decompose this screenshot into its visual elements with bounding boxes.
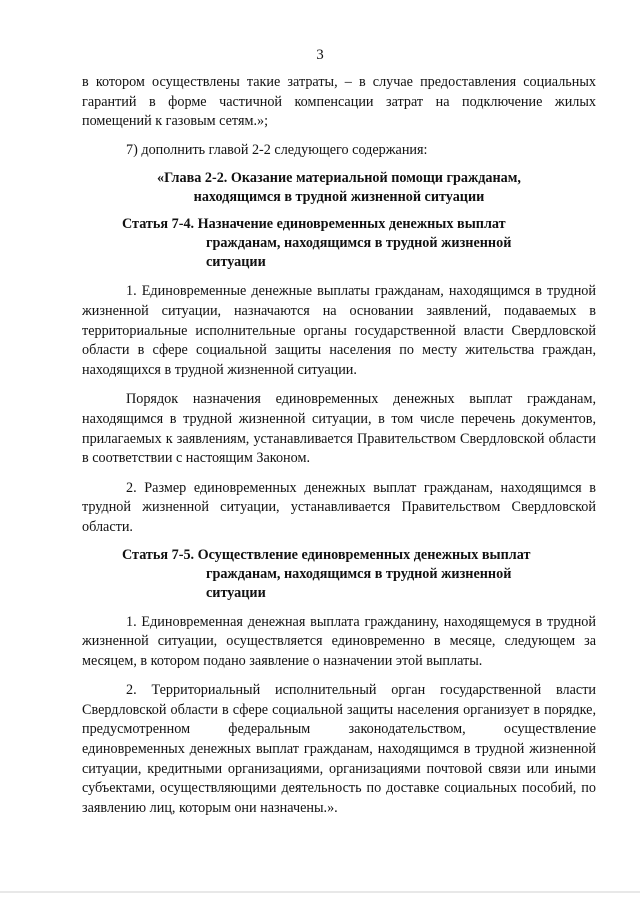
article-7-5-paragraph-1: 1. Единовременная денежная выплата гражданину, находящемуся в трудной жизненной ситуации, осуществляется единовременно в месяце, следующем за месяцем, в котором подано заявление о назначении этой выплаты. xyxy=(82,613,596,669)
article-7-5-paragraph-2: 2. Территориальный исполнительный орган государственной власти Свердловской области в сфере социальной защиты населения организует в порядке, предусмотренном федеральным законодательством, осуществление единовременных денежных выплат гражданам, находящимся в трудной жизненной ситуации, кредитными организациями, организациями почтовой связи или иными субъектами, осуществляющими деятельность по доставке социальных пособий, по заявлению лиц, которым они назначены.». xyxy=(82,682,596,816)
article-7-4-paragraph-3: 2. Размер единовременных денежных выплат гражданам, находящимся в трудной жизненной ситуации, устанавливается Правительством Свердловской области. xyxy=(82,479,596,535)
page-number: 3 xyxy=(316,47,324,63)
article-7-4-heading-line-1: Статья 7-4. Назначение единовременных денежных выплат xyxy=(122,216,506,233)
article-7-4-heading-line-3: ситуации xyxy=(206,254,266,271)
chapter-heading-line-1: «Глава 2-2. Оказание материальной помощи гражданам, xyxy=(157,170,521,187)
article-7-4-paragraph-2: Порядок назначения единовременных денежных выплат гражданам, находящимся в трудной жизненной ситуации, в том числе перечень документов, прилагаемых к заявлениям, устанавливается Правительством Свердловской области в соответствии с настоящим Законом. xyxy=(82,391,596,467)
scan-edge-line xyxy=(0,891,640,893)
paragraph-amendment-7: 7) дополнить главой 2-2 следующего содержания: xyxy=(126,141,428,158)
article-7-4-heading xyxy=(82,215,596,272)
article-7-5-heading-line-3: ситуации xyxy=(206,584,266,601)
chapter-heading-line-2: находящимся в трудной жизненной ситуации xyxy=(193,189,485,206)
article-7-5-heading-line-2: гражданам, находящимся в трудной жизненной xyxy=(206,565,512,582)
chapter-heading xyxy=(82,169,596,207)
article-7-4-heading-line-2: гражданам, находящимся в трудной жизненной xyxy=(206,235,512,252)
article-7-4-paragraph-1: 1. Единовременные денежные выплаты гражданам, находящимся в трудной жизненной ситуации, назначаются на основании заявлений, подаваемых в территориальные исполнительные органы государственной власти Свердловской области в сфере социальной защиты населения по месту жительства граждан, находящихся в трудной жизненной ситуации. xyxy=(82,283,596,378)
paragraph-continuation: в котором осуществлены такие затраты, – в случае предоставления социальных гарантий в форме частичной компенсации затрат на подключение жилых помещений к газовым сетям.»; xyxy=(82,74,596,130)
document-body xyxy=(82,73,596,818)
article-7-5-heading xyxy=(82,546,596,603)
article-7-5-heading-line-1: Статья 7-5. Осуществление единовременных денежных выплат xyxy=(122,546,531,563)
